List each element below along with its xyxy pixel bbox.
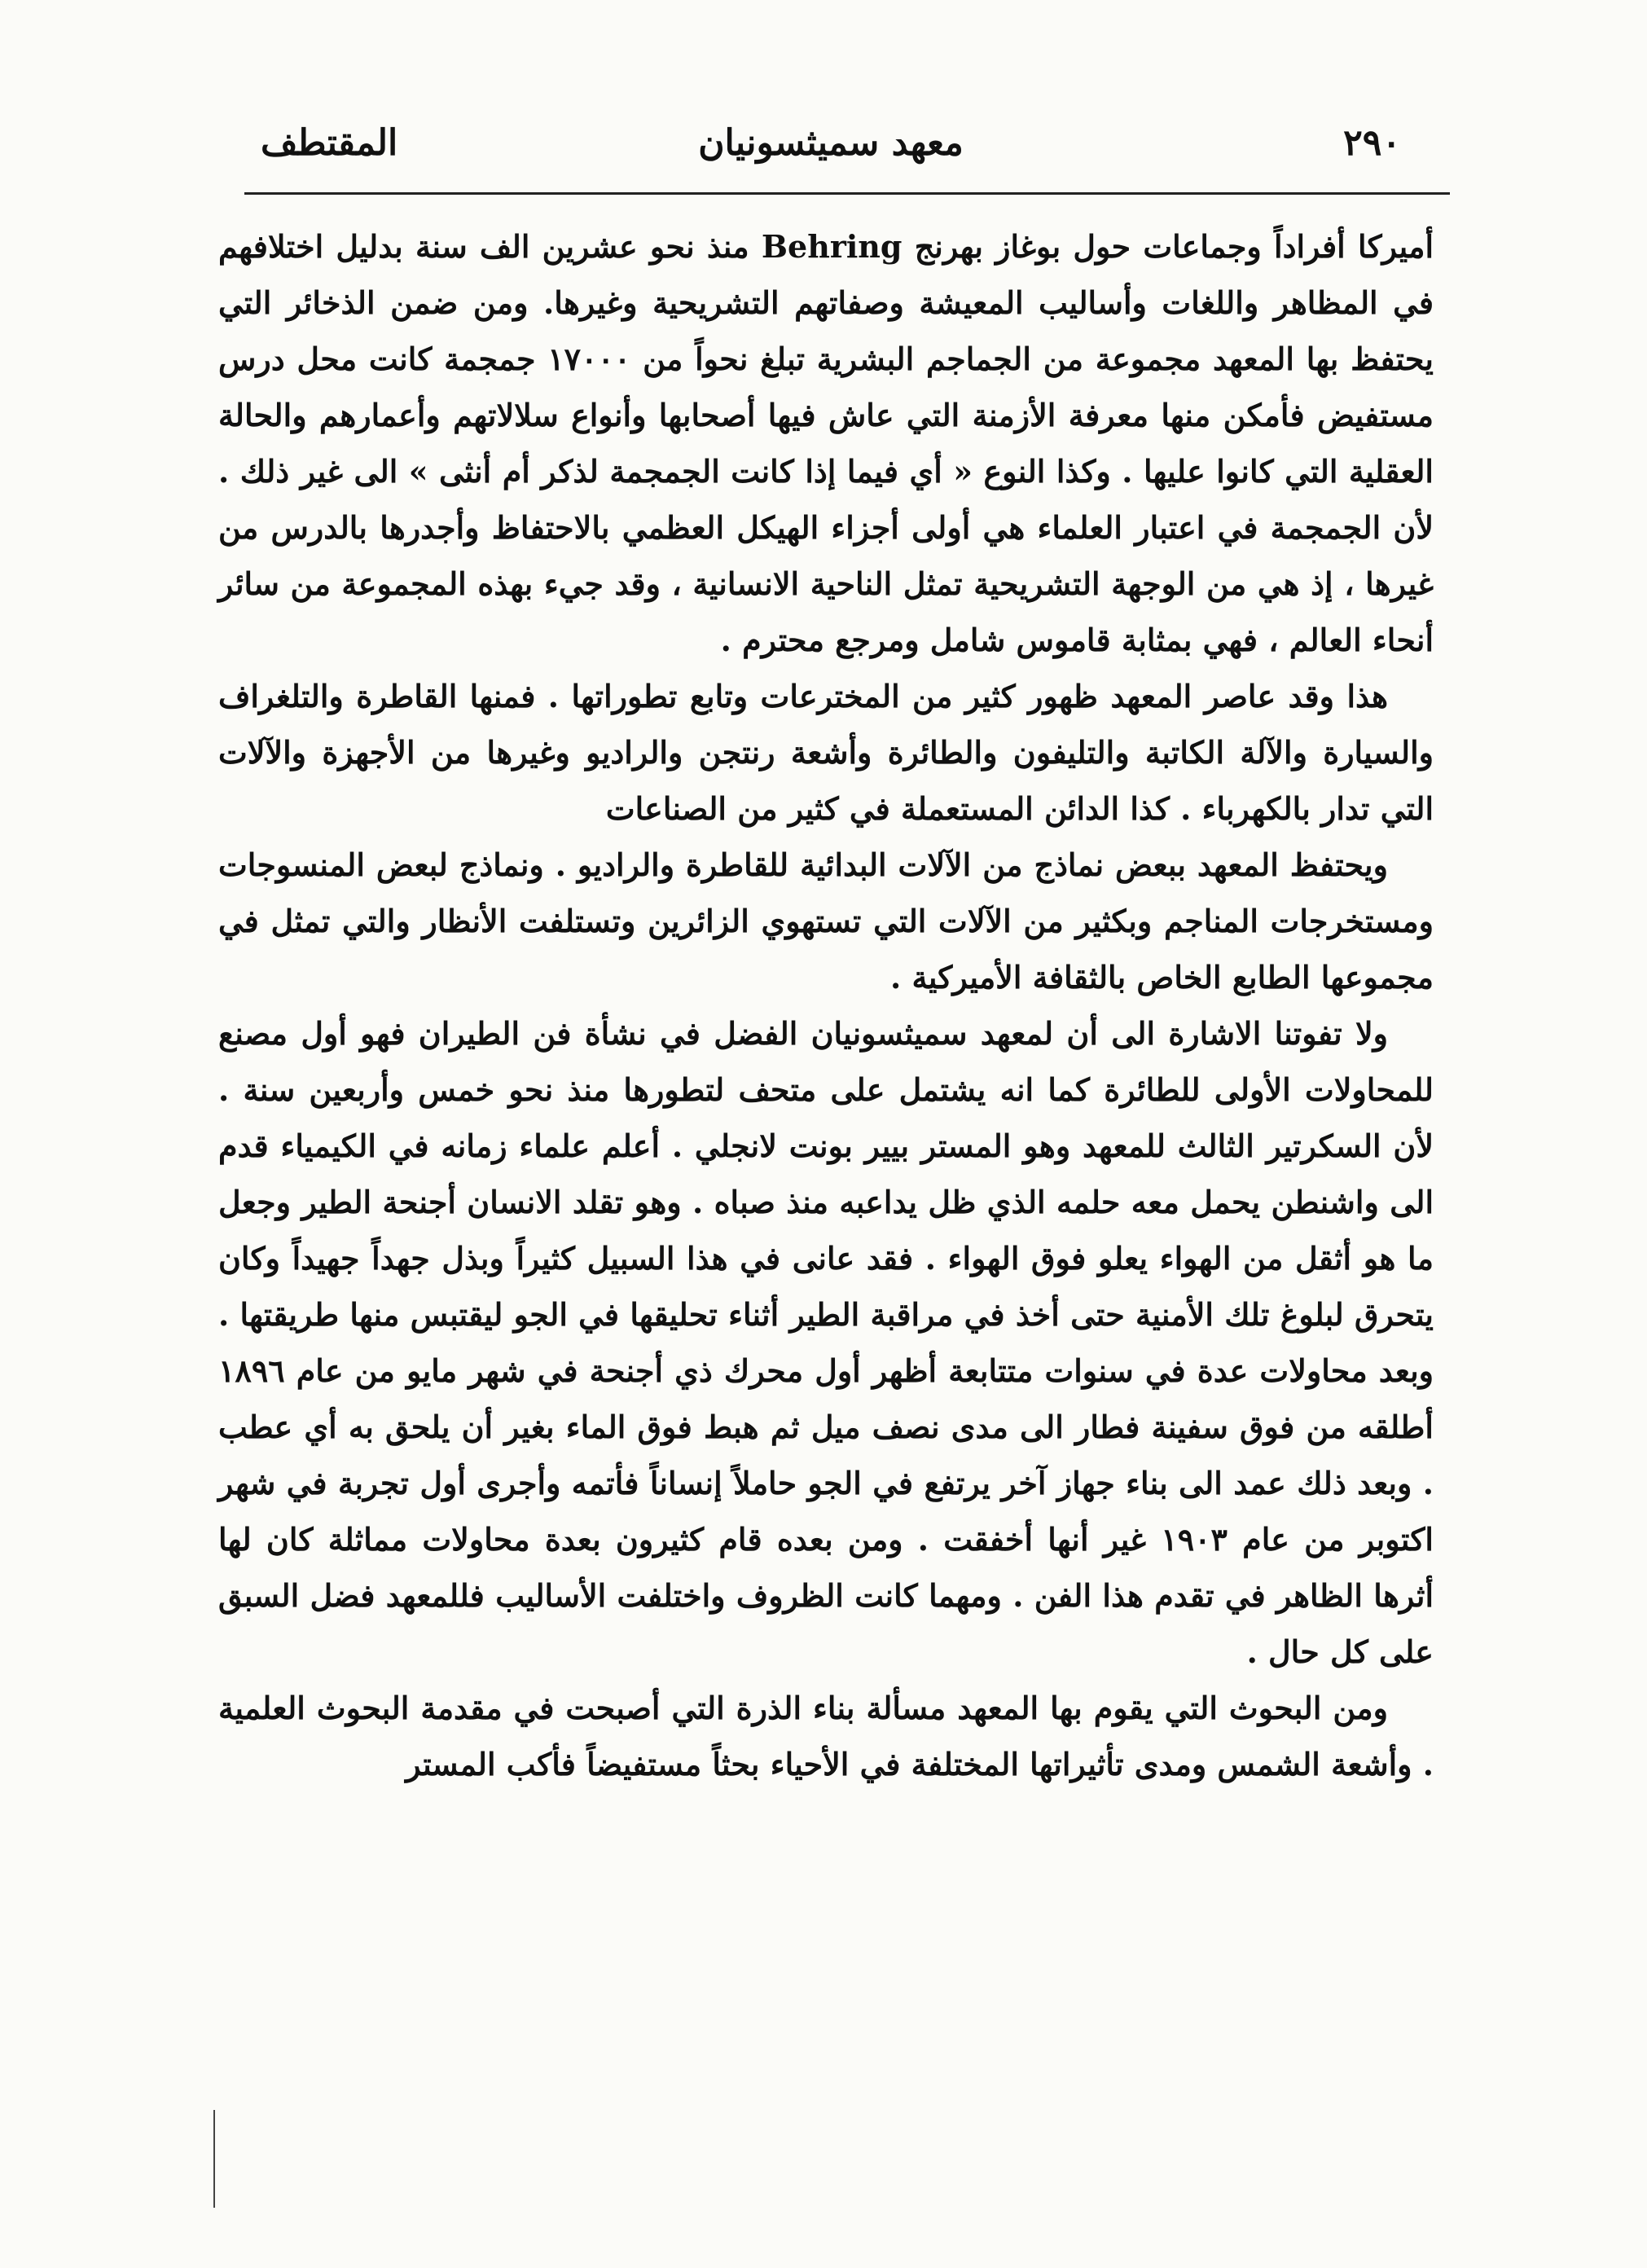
paragraph-skulls-collection: أميركا أفراداً وجماعات حول بوغاز بهرنج Behring منذ نحو عشرين الف سنة بدليل اختلافهم في المظاهر واللغات وأساليب المعيشة وصفاتهم التشريحية وغيرها. ومن ضمن الذخائر التي يحتفظ بها المعهد مجموعة من الجماجم البشرية تبلغ نحواً من ١٧٠٠٠ جمجمة كانت محل درس مستفيض فأمكن منها معرفة الأزمنة التي عاش فيها أصحابها وأنواع سلالاتهم وأعمارهم والحالة العقلية التي كانوا عليها . وكذا النوع « أي فيما إذا كانت الجمجمة لذكر أم أنثى » الى غير ذلك . لأن الجمجمة في اعتبار العلماء هي أولى أجزاء الهيكل العظمي بالاحتفاظ وأجدرها بالدرس من غيرها ، إذ هي من الوجهة التشريحية تمثل الناحية الانسانية ، وقد جيء بهذه المجموعة من سائر أنحاء العالم ، فهي بمثابة قاموس شامل ومرجع محترم . xyxy=(218,228,1434,658)
article-body xyxy=(218,218,1434,1792)
paragraph-aviation: ولا تفوتنا الاشارة الى أن لمعهد سميثسونيان الفضل في نشأة فن الطيران فهو أول مصنع للمحاولات الأولى للطائرة كما انه يشتمل على متحف لتطورها منذ نحو خمس وأربعين سنة . لأن السكرتير الثالث للمعهد وهو المستر بيير بونت لانجلي . أعلم علماء زمانه في الكيمياء قدم الى واشنطن يحمل معه حلمه الذي ظل يداعبه منذ صباه . وهو تقلد الانسان أجنحة الطير وجعل ما هو أثقل من الهواء يعلو فوق الهواء . فقد عانى في هذا السبيل كثيراً وبذل جهداً جهيداً وكان يتحرق لبلوغ تلك الأمنية حتى أخذ في مراقبة الطير أثناء تحليقها في الجو ليقتبس منها طريقتها . وبعد محاولات عدة في سنوات متتابعة أظهر أول محرك ذي أجنحة في شهر مايو من عام ١٨٩٦ أطلقه من فوق سفينة فطار الى مدى نصف ميل ثم هبط فوق الماء بغير أن يلحق به أي عطب . وبعد ذلك عمد الى بناء جهاز آخر يرتفع في الجو حاملاً إنساناً فأتمه وأجرى أول تجربة في شهر اكتوبر من عام ١٩٠٣ غير أنها أخفقت . ومن بعده قام كثيرون بعدة محاولات مماثلة كان لها أثرها الظاهر في تقدم هذا الفن . ومهما كانت الظروف واختلفت الأساليب فللمعهد فضل السبق على كل حال . xyxy=(218,1015,1434,1670)
page-number: ٢٩٠ xyxy=(1343,122,1401,164)
header-divider xyxy=(244,192,1450,195)
margin-mark xyxy=(213,2110,215,2208)
paragraph-inventions: هذا وقد عاصر المعهد ظهور كثير من المخترعات وتابع تطوراتها . فمنها القاطرة والتلغراف والسيارة والآلة الكاتبة والتليفون والطائرة وأشعة رنتجن والراديو وغيرها من الأجهزة والآلات التي تدار بالكهرباء . كذا الدائن المستعملة في كثير من الصناعات xyxy=(218,678,1434,827)
running-header xyxy=(261,122,1401,187)
article-title: معهد سميثسونيان xyxy=(698,122,964,164)
paragraph-models: ويحتفظ المعهد ببعض نماذج من الآلات البدائية للقاطرة والراديو . ونماذج لبعض المنسوجات ومستخرجات المناجم وبكثير من الآلات التي تستهوي الزائرين وتستلفت الأنظار والتي تمثل في مجموعها الطابع الخاص بالثقافة الأميركية . xyxy=(218,846,1434,996)
journal-name: المقتطف xyxy=(261,122,398,164)
paragraph-atomic-research: ومن البحوث التي يقوم بها المعهد مسألة بناء الذرة التي أصبحت في مقدمة البحوث العلمية . وأشعة الشمس ومدى تأثيراتها المختلفة في الأحياء بحثاً مستفيضاً فأكب المستر xyxy=(218,1690,1434,1782)
